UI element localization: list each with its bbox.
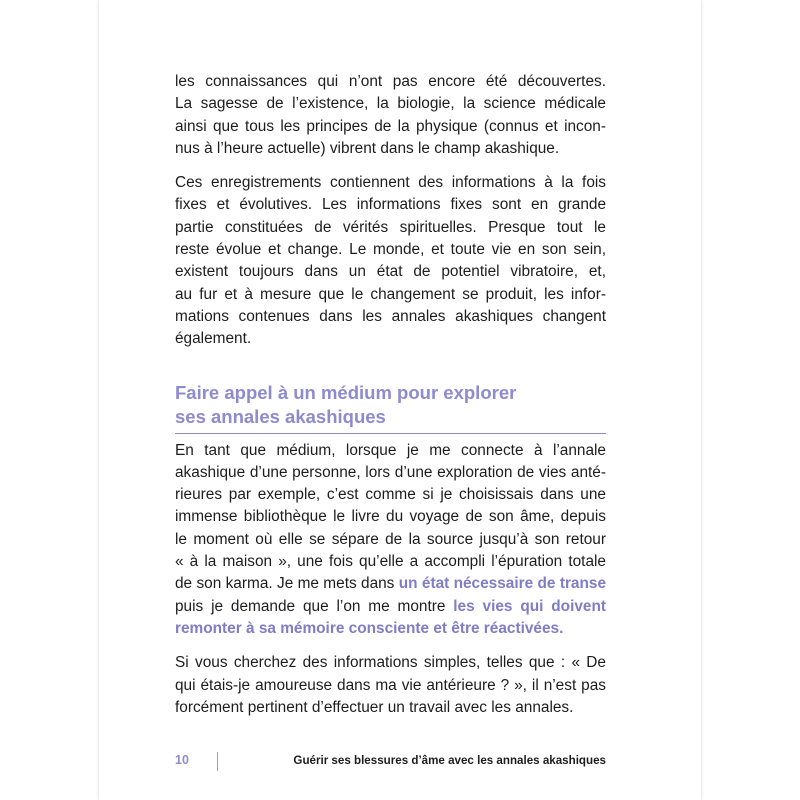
paragraph-4-line: Si vous cherchez des informations simples, telles que : « De — [175, 654, 606, 672]
paragraph-1 — [175, 71, 606, 160]
paragraph-3-line: le moment où elle se sépare de la source jusqu’à son retour — [175, 530, 606, 548]
heading-underline — [175, 433, 606, 434]
paragraph-3 — [175, 440, 606, 641]
page-number: 10 — [175, 753, 189, 767]
paragraph-1-line: La sagesse de l’existence, la biologie, la science médicale — [175, 95, 606, 113]
paragraph-2-line: fixes et évolutives. Les informations fixes sont en grande — [175, 196, 606, 214]
paragraph-1-line: nus à l’heure actuelle) vibrent dans le champ akashique. — [175, 139, 560, 157]
paragraph-3-line — [175, 596, 606, 618]
highlighted-phrase: remonter à sa mémoire consciente et être réactivées. — [175, 619, 564, 637]
section-heading-line: ses annales akashiques — [175, 405, 386, 427]
paragraph-4-line: forcément pertinent d’effectuer un travail avec les annales. — [175, 698, 574, 716]
page-body — [175, 71, 606, 719]
paragraph-3-line — [175, 618, 606, 640]
paragraph-2-line: mations contenues dans les annales akashiques changent — [175, 307, 606, 325]
paragraph-2-line: également. — [175, 330, 252, 348]
paragraph-3-text: de son karma. Je me mets dans — [175, 575, 399, 593]
paragraph-3-line: « à la maison », une fois qu’elle a accompli l’épuration totale — [175, 553, 606, 571]
paragraph-2-line: partie constituées de vérités spirituelles. Presque tout le — [175, 218, 606, 236]
page-footer — [175, 752, 606, 772]
paragraph-2-line: Ces enregistrements contiennent des informations à la fois — [175, 174, 606, 192]
paragraph-4 — [175, 652, 606, 719]
running-title: Guérir ses blessures d’âme avec les annales akashiques — [293, 754, 606, 767]
footer-divider — [217, 752, 218, 771]
paragraph-1-line: ainsi que tous les principes de la physique (connus et incon- — [175, 117, 606, 135]
paragraph-1-line: les connaissances qui n’ont pas encore été découvertes. — [175, 73, 606, 90]
paragraph-3-line — [175, 573, 606, 595]
paragraph-2-line: au fur et à mesure que le changement se produit, les infor- — [175, 285, 606, 303]
highlighted-phrase: un état nécessaire de transe — [398, 575, 607, 593]
paragraph-3-line: En tant que médium, lorsque je me connecte à l’annale — [175, 441, 606, 459]
paragraph-3-line: akashique d’une personne, lors d’une exploration de vies anté- — [175, 463, 606, 481]
section-heading — [175, 381, 606, 429]
paragraph-3-line: immense bibliothèque le livre du voyage de son âme, depuis — [175, 508, 606, 526]
highlighted-phrase: les vies qui doivent — [453, 597, 606, 615]
paragraph-2 — [175, 172, 606, 350]
paragraph-2-line: existent toujours dans un état de potentiel vibratoire, et, — [175, 263, 606, 281]
paragraph-2-line: reste évolue et change. Le monde, et toute vie en son sein, — [175, 241, 606, 259]
section-heading-line: Faire appel à un médium pour explorer — [175, 381, 517, 403]
paragraph-3-text: puis je demande que l’on me montre — [175, 597, 454, 615]
paragraph-4-line: qui étais-je amoureuse dans ma vie antérieure ? », il n’est pas — [175, 676, 606, 694]
paragraph-3-line: rieures par exemple, c’est comme si je choisissais dans une — [175, 486, 606, 504]
